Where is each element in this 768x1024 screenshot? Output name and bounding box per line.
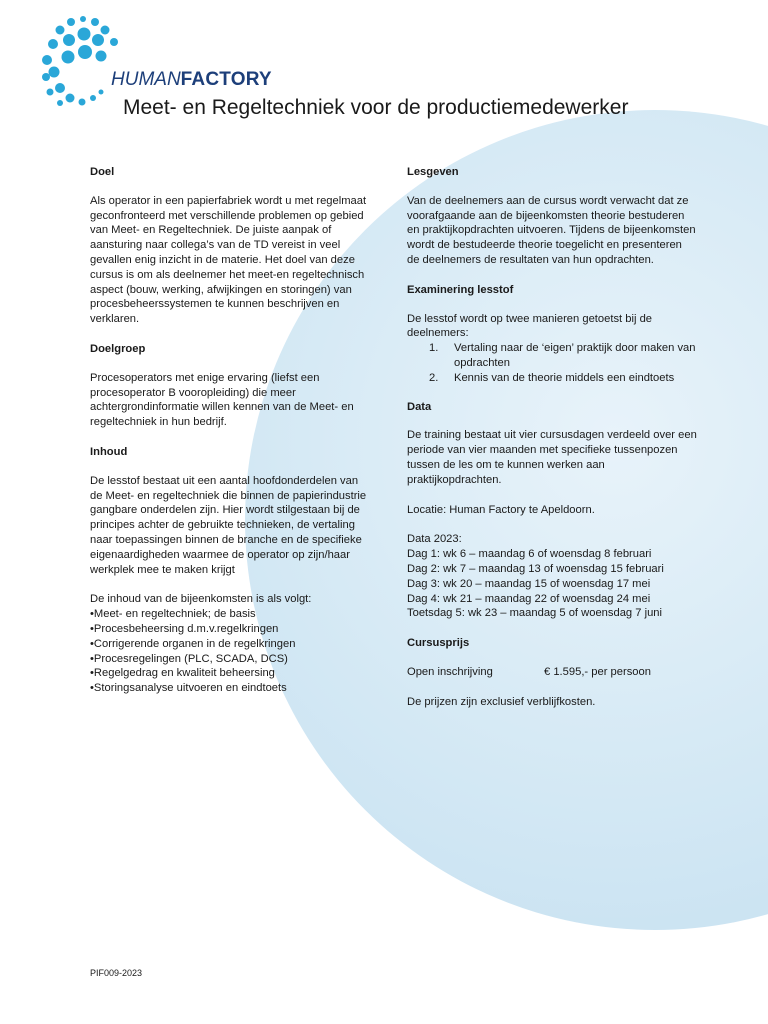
left-column: [90, 165, 372, 711]
price-note: De prijzen zijn exclusief verblijfkosten.: [407, 695, 596, 708]
section-lesgeven: [407, 165, 697, 268]
section-data: [407, 400, 697, 622]
logo-dots-icon: [38, 14, 128, 110]
list-item: • Procesregelingen (PLC, SCADA, DCS): [90, 652, 372, 667]
section-cursusprijs: [407, 636, 697, 709]
document-code: PIF009-2023: [90, 968, 143, 978]
examinering-list: [429, 341, 697, 385]
schedule-row: Dag 1: wk 6 – maandag 6 of woensdag 8 februari: [407, 548, 652, 561]
doel-text: Als operator in een papierfabriek wordt u met regelmaat geconfronteerd met verschillende problemen op gebied van Meet- en Regeltechniek. De juiste aanpak of aansturing naar collega’s van de TD vereist in veel gevallen enig inzicht in de materie. Het doel van deze cursus is om als deelnemer het meet-en regeltechnisch aspect (bouw, werking, afwijkingen en storingen) van procesbeheerssystemen te kunnen beschrijven en verklaren.: [90, 194, 367, 326]
price-value: € 1.595,- per persoon: [544, 665, 651, 678]
section-inhoud: [90, 445, 372, 696]
page-title: Meet- en Regeltechniek voor de productiemedewerker: [123, 96, 629, 119]
lesgeven-text: Van de deelnemers aan de cursus wordt verwacht dat ze voorafgaande aan de bijeenkomsten theorie bestuderen en praktijkopdrachten uitvoeren. Tijdens de bijeenkomsten wordt de bestudeerde theorie toegelicht en presenteren de deelnemers de resultaten van hun opdrachten.: [407, 194, 696, 266]
section-doelgroep: [90, 342, 372, 430]
price-row: [407, 665, 697, 680]
schedule: [407, 532, 697, 621]
list-number: 2.: [429, 371, 439, 384]
list-number: 1.: [429, 342, 439, 355]
price-label: Open inschrijving: [407, 665, 493, 678]
schedule-row: Dag 3: wk 20 – maandag 15 of woensdag 17 mei: [407, 577, 651, 590]
schedule-row: Toetsdag 5: wk 23 – maandag 5 of woensdag 7 juni: [407, 607, 663, 620]
heading-lesgeven: Lesgeven: [407, 166, 459, 178]
right-column: [407, 165, 697, 725]
inhoud-text: De lesstof bestaat uit een aantal hoofdonderdelen van de Meet- en regeltechniek die binnen de papierindustrie gangbare onderdelen zijn. Hier wordt stilgestaan bij de principes achter de gebruikte technieken, de vertaling naar toepassingen binnen de branche en de specifieke eigenaardigheden waarmee de operator op zijn/haar werkplek mee te maken krijgt: [90, 474, 367, 576]
heading-examinering: Examinering lesstof: [407, 283, 514, 296]
inhoud-list: [90, 607, 372, 696]
heading-inhoud: Inhoud: [90, 445, 128, 458]
logo-text-human: HUMAN: [111, 69, 181, 90]
list-item: [429, 341, 697, 371]
inhoud-list-intro: De inhoud van de bijeenkomsten is als volgt:: [90, 593, 312, 606]
schedule-heading: Data 2023:: [407, 533, 462, 546]
data-text: De training bestaat uit vier cursusdagen verdeeld over een periode van vier maanden met specifieke tussenpozen tussen de les om te kunnen werken aan praktijkopdrachten.: [407, 429, 697, 486]
heading-cursusprijs: Cursusprijs: [407, 637, 470, 650]
logo-wordmark: [111, 69, 272, 91]
logo-text-factory: FACTORY: [180, 69, 272, 90]
schedule-row: Dag 2: wk 7 – maandag 13 of woensdag 15 februari: [407, 562, 664, 575]
examinering-intro: De lesstof wordt op twee manieren getoetst bij de deelnemers:: [407, 312, 653, 340]
section-examinering: [407, 283, 697, 386]
list-item: • Meet- en regeltechniek; de basis: [90, 607, 372, 622]
list-item: • Regelgedrag en kwaliteit beheersing: [90, 666, 372, 681]
list-item-text: Kennis van de theorie middels een eindtoets: [454, 371, 675, 384]
section-doel: [90, 165, 372, 327]
list-item: [429, 371, 697, 386]
doelgroep-text: Procesoperators met enige ervaring (liefst een procesoperator B vooropleiding) die meer achtergrondinformatie willen kennen van de Meet- en regeltechniek in hun bedrijf.: [90, 371, 354, 429]
schedule-row: Dag 4: wk 21 – maandag 22 of woensdag 24 mei: [407, 592, 651, 605]
heading-doelgroep: Doelgroep: [90, 342, 146, 355]
heading-doel: Doel: [90, 166, 115, 178]
heading-data: Data: [407, 400, 432, 413]
list-item-text: Vertaling naar de ‘eigen’ praktijk door maken van opdrachten: [454, 342, 696, 369]
list-item: • Corrigerende organen in de regelkringen: [90, 637, 372, 652]
list-item: • Procesbeheersing d.m.v.regelkringen: [90, 622, 372, 637]
list-item: • Storingsanalyse uitvoeren en eindtoets: [90, 681, 372, 696]
locatie-text: Locatie: Human Factory te Apeldoorn.: [407, 503, 595, 516]
